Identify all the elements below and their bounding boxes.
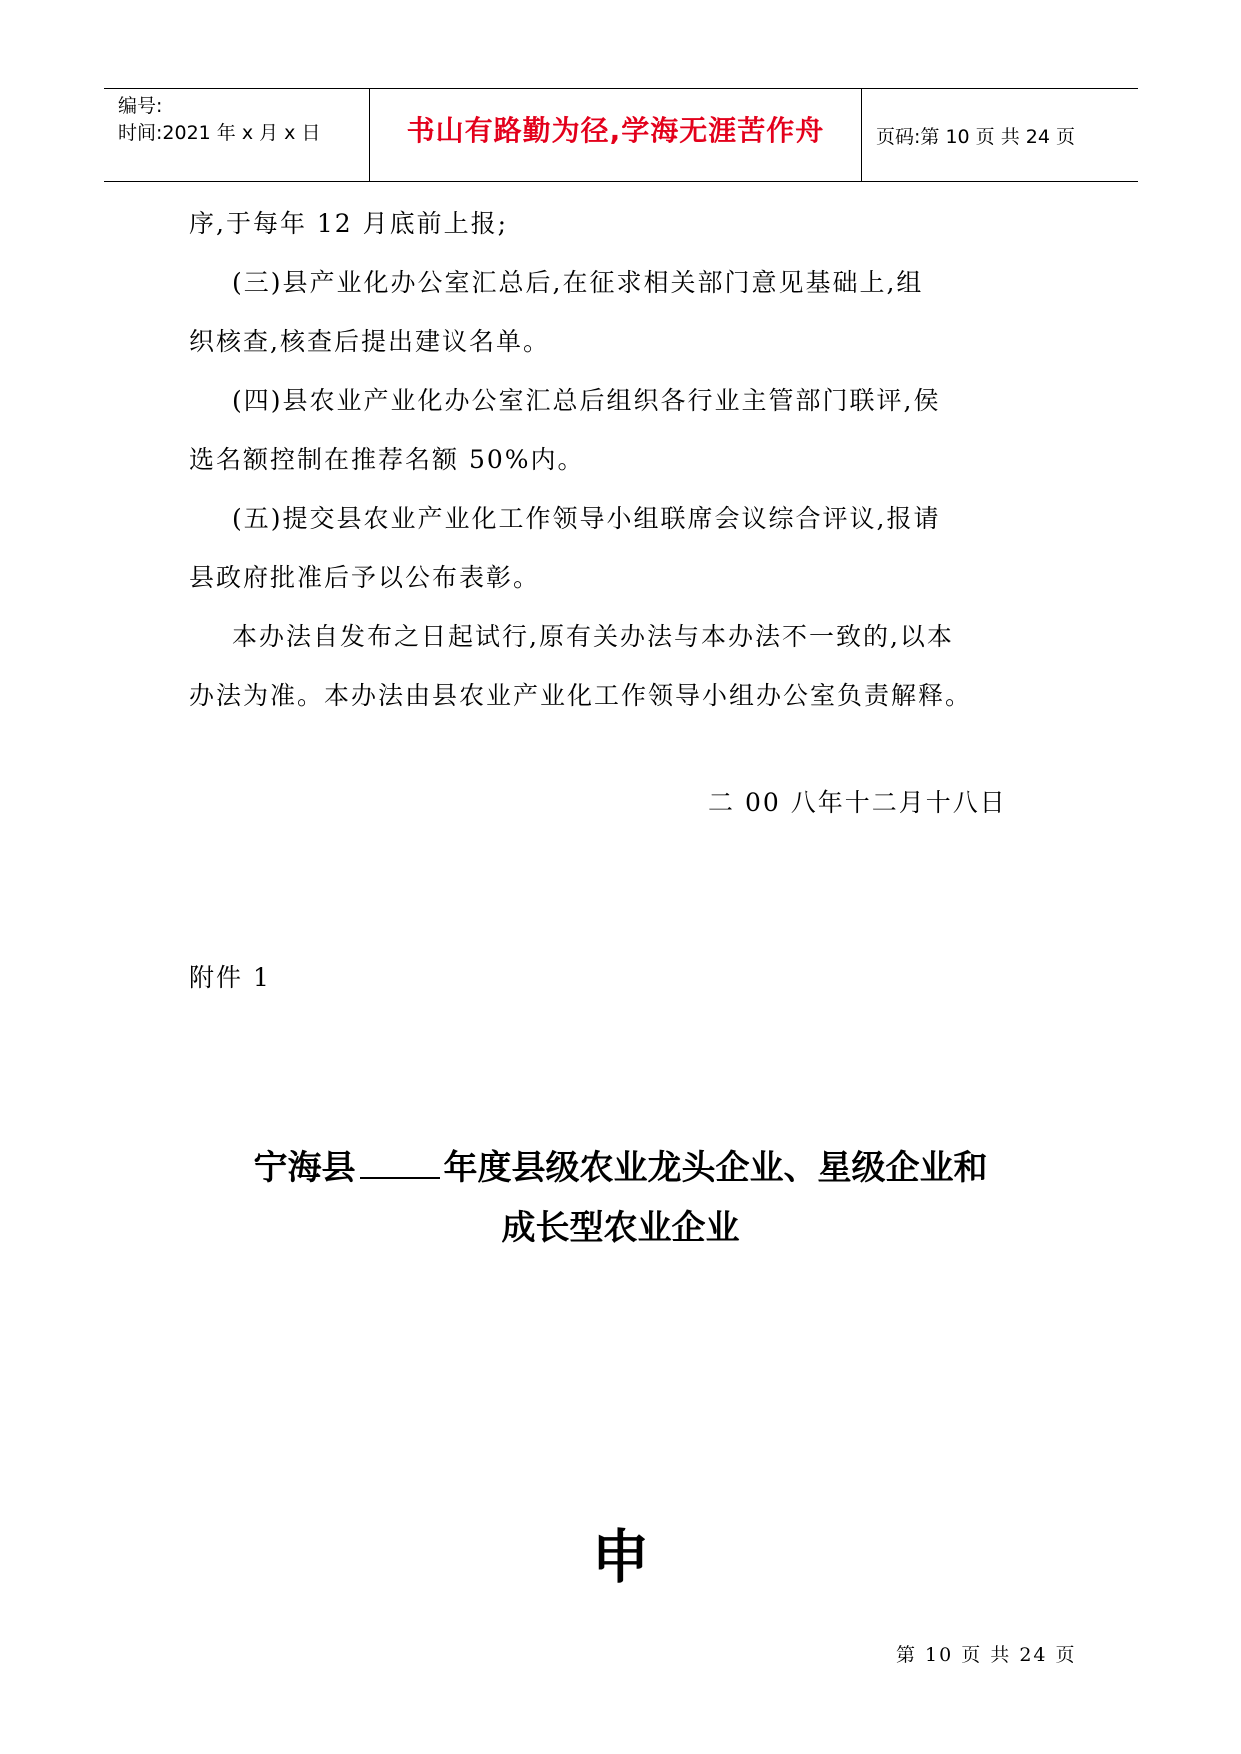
document-date: 二 00 八年十二月十八日 — [708, 788, 1007, 817]
page-header — [104, 88, 1138, 182]
body-line: (三)县产业化办公室汇总后,在征求相关部门意见基础上,组 — [232, 268, 924, 297]
body-line: 县政府批准后予以公布表彰。 — [189, 563, 541, 592]
body-line: 本办法自发布之日起试行,原有关办法与本办法不一致的,以本 — [232, 622, 954, 651]
header-divider — [861, 89, 862, 181]
year-blank — [360, 1147, 440, 1179]
header-meta — [118, 93, 320, 147]
body-line: 织核查,核查后提出建议名单。 — [189, 327, 550, 356]
body-line: 选名额控制在推荐名额 50%内。 — [189, 445, 585, 474]
header-page-label: 页码:第 10 页 共 24 页 — [876, 126, 1075, 148]
title-prefix: 宁海县 — [253, 1148, 356, 1188]
header-motto: 书山有路勤为径,学海无涯苦作舟 — [406, 114, 825, 147]
attachment-label: 附件 1 — [189, 963, 271, 992]
page-footer: 第 10 页 共 24 页 — [896, 1644, 1077, 1666]
form-title-big-char: 申 — [591, 1523, 650, 1591]
title-suffix: 年度县级农业龙头企业、星级企业和 — [443, 1148, 988, 1188]
body-line: 办法为准。本办法由县农业产业化工作领导小组办公室负责解释。 — [189, 681, 973, 710]
body-line: 序,于每年 12 月底前上报; — [189, 209, 509, 238]
body-line: (五)提交县农业产业化工作领导小组联席会议综合评议,报请 — [232, 504, 941, 533]
body-line: (四)县农业产业化办公室汇总后组织各行业主管部门联评,侯 — [232, 386, 941, 415]
form-title-line1 — [0, 1140, 1241, 1189]
time-label: 时间:2021 年 x 月 x 日 — [118, 122, 321, 144]
form-title-line2: 成长型农业企业 — [501, 1208, 740, 1248]
number-label: 编号: — [118, 95, 163, 117]
